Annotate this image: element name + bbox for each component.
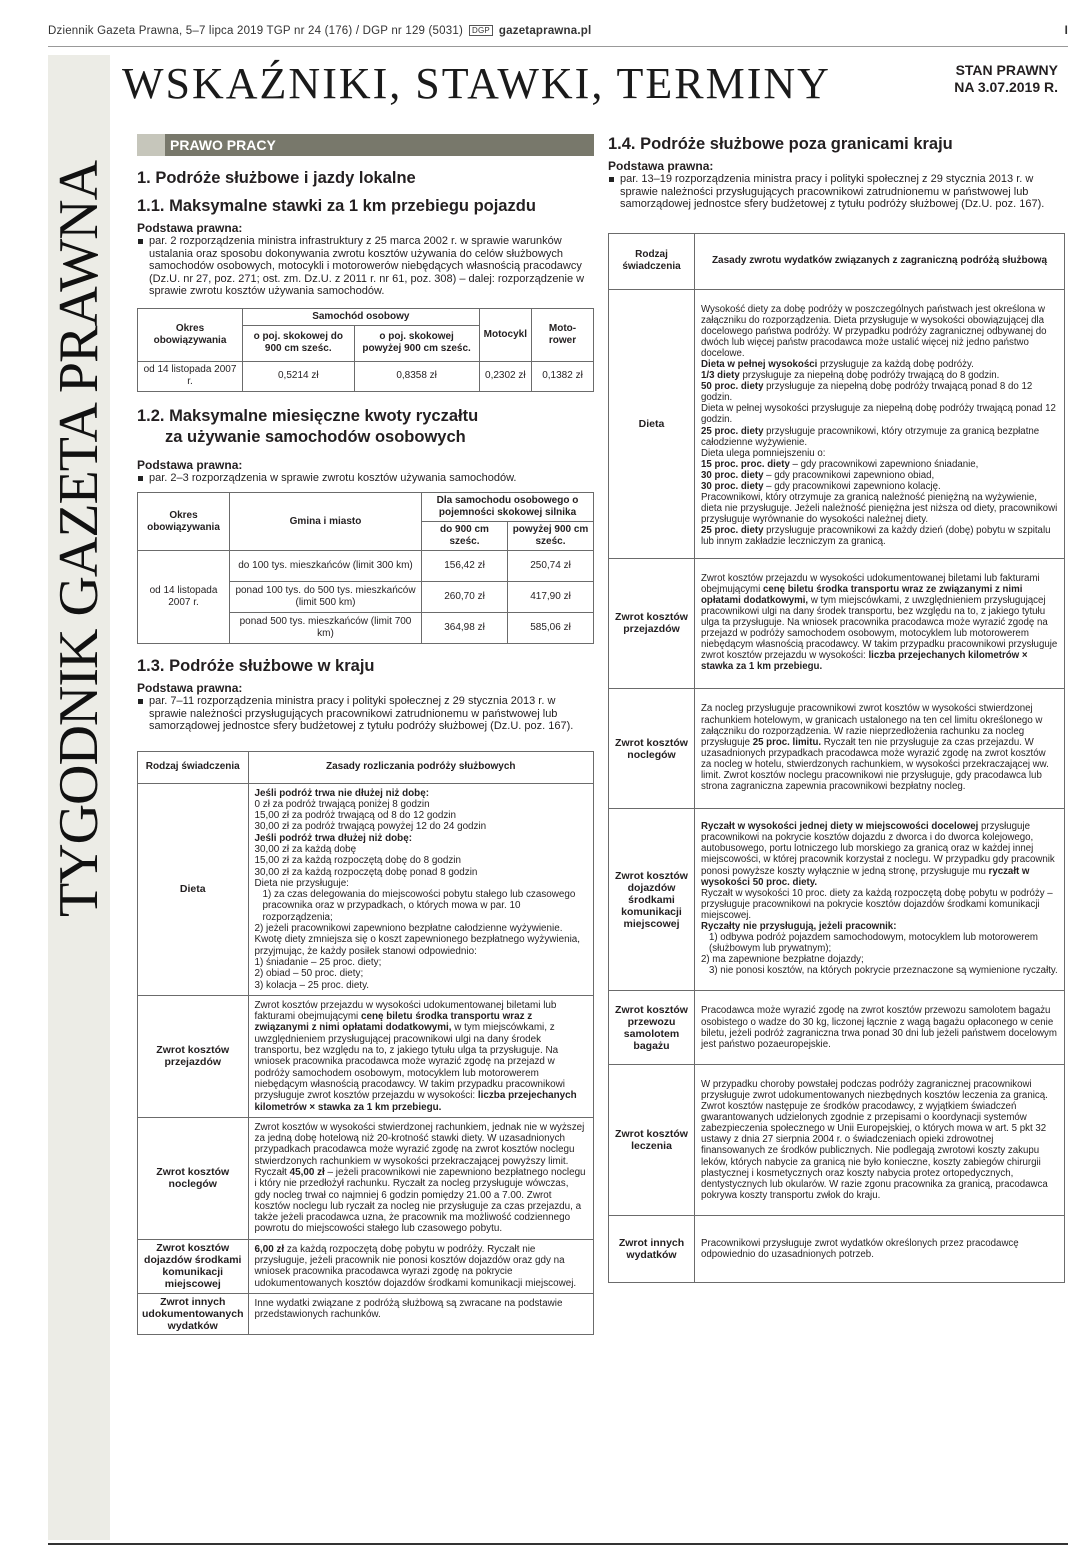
txt: przysługuje pracownikowi na pokrycie kosztów dojazdu z dworca i do dworca kolejowego, autobusowego, portu lotniczego lub morskiego za granicą oraz w każdej innej miejscowości, w której pracownik korzystał z noclegu. W przypadku gdy pracownik ponosi powyższe koszty wyłącznie w jedną stronę, przysługuje mu	[701, 821, 1055, 877]
dieta-line: 1) śniadanie – 25 proc. diety;	[254, 956, 382, 968]
legal-basis-label: Podstawa prawna:	[608, 159, 714, 173]
dieta-line: Kwotę diety zmniejsza się o koszt zapewnionego bezpłatnego wyżywienia, przyjmując, że każdy posiłek stanowi odpowiednio:	[254, 934, 581, 957]
txt-line	[701, 426, 1058, 448]
legal-basis-text: par. 13–19 rozporządzenia ministra pracy i polityki społecznej z 29 stycznia 2013 r. w sprawie należności przysługujących pracownikowi zatrudnionemu w państwowej lub samorządowej jednostce sfery budżetowej z tytułu podróży służbowej (Dz.U. poz. 167).	[608, 173, 1065, 211]
legal-basis-label: Podstawa prawna:	[137, 681, 243, 695]
cell-period: od 14 listopada 2007 r.	[138, 361, 243, 391]
txt: Zwrot kosztów przejazdu w wysokości udokumentowanej biletami lub fakturami obejmującymi	[254, 999, 557, 1023]
th-moped: Moto-rower	[532, 308, 594, 361]
txt: cenę biletu środka transportu wraz ze związanymi z nimi opłatami dodatkowymi,	[701, 583, 1023, 606]
dieta-line: 15,00 zł za każdą rozpoczętą dobę do 8 godzin	[254, 855, 461, 867]
row-label-przejazd: Zwrot kosztów przejazdów	[609, 558, 695, 689]
dojazd-rules	[248, 1239, 593, 1293]
row-label-bagaz: Zwrot kosztów przewozu samolotem bagażu	[609, 991, 695, 1064]
dieta-line: 1) za czas delegowania do miejscowości pobytu stałego lub czasowego pracownika oraz w przypadkach, o których mowa w par. 10 rozporządzenia;	[262, 889, 576, 923]
txt: przysługuje pracownikowi, który otrzymuje za granicą bezpłatne całodzienne wyżywienie.	[701, 425, 1040, 448]
lump-sum-table	[137, 492, 594, 644]
th-rules: Zasady zwrotu wydatków związanych z zagraniczną podróżą służbową	[695, 233, 1065, 289]
status-line-2: NA 3.07.2019 R.	[954, 79, 1058, 95]
legal-basis-label: Podstawa prawna:	[137, 221, 243, 235]
cell-moto: 0,2302 zł	[479, 361, 531, 391]
txt: przysługuje pracownikowi za każdy dzień (dobę) pobytu w szpitalu lub innym zakładzie leczniczym za granicą.	[701, 525, 1051, 548]
bottom-rule	[48, 1543, 1068, 1545]
heading-1-2-line1: 1.2. Maksymalne miesięczne kwoty ryczałtu	[137, 406, 479, 425]
txt: Ryczałt ten nie przysługuje za czas przejazdu. W uzasadnionych przypadkach pracodawca może wyrazić zgodę na zwrot kosztów za nocleg w hotelu, stwierdzonych rachunkiem, w wysokości przekraczającej ww. limit. Zwrot kosztów noclegu pracownikowi nie przysługuje, gdy pracodawca lub strona zagraniczna zapewnia pracownikowi bezpłatny nocleg.	[701, 736, 1049, 793]
nocleg-rules	[248, 1117, 593, 1239]
txt: Pracownikowi, który otrzymuje za granicą należność pieniężną na wyżywienie, dieta nie przysługuje. Jeżeli należność pieniężna jest niższa od diety, pracownikowi przysługuje wyrównanie do wysokości należnej diety.	[701, 492, 1058, 526]
txt: Zwrot kosztów w wysokości stwierdzonej rachunkiem, jednak nie w wyższej za jedną dobę hotelową niż 20-krotność stawki diety. W uzasadnionych przypadkach pracodawca może wyrazić zgodę na zwrot kosztów noclegu stwierdzonych rachunkiem w wysokości przekraczającej powyższy limit. Ryczałt	[254, 1121, 585, 1178]
heading-1-2	[137, 406, 594, 448]
th-small: do 900 cm sześc.	[422, 522, 508, 551]
leczenie-rules: W przypadku choroby powstałej podczas podróży zagranicznej pracownikowi przysługuje zwrot udokumentowanych niezbędnych kosztów leczenia za granicą. Zwrot kosztów następuje ze środków pracodawcy, z wyjątkiem świadczeń gwarantowanych udzielonych zgodnie z przepisami o koordynacji systemów zabezpieczenia społecznego w Unii Europejskiej, o których mowa w art. 5 pkt 32 ustawy z dnia 27 sierpnia 2004 r. o świadczeniach opieki zdrowotnej finansowanych ze środków publicznych. Nie podlegają zwrotowi koszty zakupu leków, których nabycie za granicą nie było konieczne, koszty zabiegów chirurgii plastycznej i kosmetycznych oraz koszty nabycia protez ortopedycznych, dentystycznych lub okularów. W razie zgonu pracownika za granicą, pracodawca pokrywa koszty transportu zwłok do kraju.	[695, 1064, 1065, 1215]
dieta-line: 30,00 zł za każdą rozpoczętą dobę ponad 8 godzin	[254, 866, 478, 878]
bagaz-rules: Pracodawca może wyrazić zgodę na zwrot kosztów przewozu samolotem bagażu osobistego o wadze do 30 kg, liczonej łącznie z wagą bagażu opłaconego w cenie biletu, jeżeli podróż zagraniczna trwa ponad 30 dni lub jeżeli państwem docelowym jest państwo pozaeuropejskie.	[695, 991, 1065, 1064]
txt: Zwrot kosztów przejazdu w wysokości udokumentowanej biletami lub fakturami obejmującymi	[701, 572, 1040, 595]
heading-1-1: 1.1. Maksymalne stawki za 1 km przebiegu pojazdu	[137, 197, 536, 215]
legal-basis-text: par. 2–3 rozporządzenia w sprawie zwrotu kosztów używania samochodów.	[137, 472, 594, 485]
nocleg-rules	[695, 689, 1065, 809]
heading-1-2-line2: za używanie samochodów osobowych	[165, 427, 466, 446]
dieta-line: 3) kolacja – 25 proc. diety.	[254, 979, 370, 991]
txt: – gdy pracownikowi zapewniono kolację.	[766, 481, 941, 492]
txt: 3) nie ponosi kosztów, na których pokrycie przeznaczone są wymienione ryczałty.	[709, 965, 1058, 977]
dgp-logo: DGP	[469, 25, 493, 36]
row-label-dojazd: Zwrot kosztów dojazdów środkami komunikacji miejscowej	[609, 809, 695, 991]
txt: w tym miejscówkami, z uwzględnieniem przysługującej pracownikowi ulgi na dany środek transportu, bez względu na to, z jakiego tytułu ulga ta przysługuje. Na wniosek pracownika pracodawca może wyrazić zgodę na przejazd w podróży samochodem osobowym, motocyklem lub motorowerem niebędącym własnością pracodawcy. W takim przypadku pracownikowi przysługuje zwrot kosztów przejazdu w wysokości:	[701, 594, 1058, 662]
txt: przysługuje za niepełną dobę podróży trwającą do 8 godzin.	[742, 370, 1000, 382]
txt: za każdą rozpoczętą dobę pobytu w podróży. Ryczałt nie przysługuje, jeżeli pracownik nie ponosi kosztów dojazdów oraz gdy na wniosek pracownika pracodawca wyrazi zgodę na pokrycie udokumentowanych kosztów dojazdów środkami komunikacji miejscowej.	[254, 1243, 577, 1289]
dojazd-rules	[695, 809, 1065, 991]
cell-small: 260,70 zł	[422, 582, 508, 613]
rates-per-km-table	[137, 308, 594, 392]
txt-line	[701, 481, 1058, 492]
th-big: powyżej 900 cm sześc.	[508, 522, 594, 551]
dieta-line: 0 zł za podróż trwającą poniżej 8 godzin	[254, 798, 430, 810]
dieta-line: Dieta nie przysługuje:	[254, 877, 349, 889]
masthead-text: Dziennik Gazeta Prawna, 5–7 lipca 2019 TGP nr 24 (176) / DGP nr 129 (5031)	[48, 25, 463, 37]
dieta-line: 30,00 zł za podróż trwającą powyżej 12 do 24 godzin	[254, 821, 487, 833]
sidebar-title: TYGODNIK GAZETA PRAWNA	[48, 160, 110, 918]
txt: 25 proc. diety	[701, 525, 764, 537]
dieta-rules	[695, 289, 1065, 558]
txt-line	[701, 525, 1058, 547]
th-small: o poj. skokowej do 900 cm sześc.	[243, 325, 355, 361]
row-label-dojazd: Zwrot kosztów dojazdów środkami komunikacji miejscowej	[138, 1239, 249, 1293]
cell-gmina: ponad 500 tys. mieszkańców (limit 700 km)	[230, 613, 422, 644]
dieta-line: Jeśli podróż trwa dłużej niż dobę:	[254, 832, 412, 844]
txt: – gdy pracownikowi zapewniono obiad,	[766, 469, 935, 481]
txt: Ryczałty nie przysługują, jeżeli pracownik:	[701, 921, 897, 932]
cell-big: 250,74 zł	[508, 551, 594, 582]
site-link[interactable]: gazetaprawna.pl	[498, 25, 592, 37]
txt: liczba przejechanych kilometrów × stawka za 1 km przebiegu.	[701, 650, 1028, 673]
txt-line	[701, 459, 1058, 470]
dieta-rules	[248, 783, 593, 995]
txt: – jeżeli pracownikowi nie zapewniono bezpłatnego noclegu i który nie przedłożył rachunku. Ryczałt za nocleg przysługuje wówczas, gdy nocleg trwał co najmniej 6 godzin pomiędzy 21.00 a 7.00. Zwrot kosztów noclegu lub ryczałt za nocleg nie przysługuje za czas przejazdu, a także jeżeli pracodawca uzna, że pracownik ma możliwość codziennego powrotu do miejscowości stałego lub czasowego pobytu.	[254, 1167, 586, 1235]
row-label-leczenie: Zwrot kosztów leczenia	[609, 1064, 695, 1215]
txt: Za nocleg przysługuje pracownikowi zwrot kosztów w wysokości stwierdzonej rachunkiem hotelowym, w granicach ustalonego na ten cel limitu określonego w załączniku do rozporządzenia. W razie nieprzedłożenia rachunku za nocleg przysługuje	[701, 703, 1043, 748]
txt: – gdy pracownikowi zapewniono śniadanie,	[792, 458, 979, 470]
inne-rules: Inne wydatki związane z podróżą służbową są zwracane na podstawie przedstawionych rachunków.	[248, 1293, 593, 1334]
cell-period: od 14 listopada 2007 r.	[138, 551, 230, 644]
inne-rules: Pracownikowi przysługuje zwrot wydatków określonych przez pracodawcę odpowiednio do uzasadnionych potrzeb.	[695, 1215, 1065, 1282]
przejazd-rules	[248, 995, 593, 1117]
th-rules: Zasady rozliczania podróży służbowych	[248, 751, 593, 783]
row-label-nocleg: Zwrot kosztów noclegów	[609, 689, 695, 809]
th-period: Okres obowiązywania	[138, 308, 243, 361]
txt: przysługuje za każdą dobę podróży.	[820, 358, 974, 370]
masthead-bar	[48, 25, 1068, 41]
txt: Wysokość diety za dobę podróży w poszczególnych państwach jest określona w załączniku do rozporządzenia. Dieta przysługuje w wysokości obowiązującej dla docelowego państwa podróży. W przypadku podróży zagranicznej odbywanej do dwóch lub więcej państw pracodawca może ustalić więcej niż jedno państwo docelowe.	[701, 303, 1047, 359]
th-car: Samochód osobowy	[243, 308, 480, 325]
txt: Dieta w pełnej wysokości przysługuje za niepełną dobę podróży trwającą ponad 12 godzin.	[701, 403, 1056, 426]
th-for-car: Dla samochodu osobowego o pojemności skokowej silnika	[422, 493, 594, 522]
row-label-inne: Zwrot innych udokumentowanych wydatków	[138, 1293, 249, 1334]
txt: 6,00 zł	[254, 1243, 285, 1255]
txt: 50 proc. diety	[701, 381, 764, 393]
txt: Dieta ulega pomniejszeniu o:	[701, 447, 826, 459]
th-kind: Rodzaj świadczenia	[609, 233, 695, 289]
th-moto: Motocykl	[479, 308, 531, 361]
przejazd-rules	[695, 558, 1065, 689]
cell-gmina: ponad 100 tys. do 500 tys. mieszkańców (limit 500 km)	[230, 582, 422, 613]
dieta-line: 2) jeżeli pracownikowi zapewniono bezpłatne całodzienne wyżywienie.	[254, 923, 563, 935]
txt: 2) ma zapewnione bezpłatne dojazdy;	[701, 954, 864, 966]
txt: przysługuje za niepełną dobę podróży trwającą ponad 8 do 12 godzin.	[701, 381, 1033, 404]
cell-big: 0,8358 zł	[354, 361, 479, 391]
foreign-travel-table	[608, 233, 1065, 1284]
dieta-line: 30,00 zł za każdą dobę	[254, 843, 357, 855]
top-rule	[48, 46, 1068, 47]
cell-big: 417,90 zł	[508, 582, 594, 613]
txt: 1/3 diety	[701, 370, 740, 382]
txt: 30 proc. diety	[701, 469, 764, 481]
dieta-line: 15,00 zł za podróż trwającą od 8 do 12 godzin	[254, 810, 456, 822]
txt: 25 proc. limitu.	[752, 736, 822, 748]
legal-basis-label: Podstawa prawna:	[137, 457, 243, 472]
cell-small: 0,5214 zł	[243, 361, 355, 391]
txt: cenę biletu środka transportu wraz z związanymi z nimi opłatami dodatkowymi,	[254, 1011, 533, 1034]
txt: Ryczałt w wysokości 10 proc. diety za każdą rozpoczętą dobę pobytu w podróży – przysługuje pracownikowi na pokrycie kosztów dojazdów środkami komunikacji miejscowej.	[701, 887, 1053, 921]
txt: 25 proc. diety	[701, 425, 764, 437]
th-period: Okres obowiązywania	[138, 493, 230, 551]
page-number: I	[1064, 25, 1068, 37]
dieta-line: Jeśli podróż trwa nie dłużej niż dobę:	[254, 787, 429, 799]
dieta-line: 2) obiad – 50 proc. diety;	[254, 968, 364, 980]
txt: ryczałt w wysokości 50 proc. diety.	[701, 865, 1030, 888]
txt: 15 proc. proc. diety	[701, 458, 790, 470]
section-label: PRAWO PRACY	[170, 137, 276, 153]
th-big: o poj. skokowej powyżej 900 cm sześc.	[354, 325, 479, 361]
txt-line	[701, 359, 1058, 370]
th-kind: Rodzaj świadczenia	[138, 751, 249, 783]
txt: 1) odbywa podróż pojazdem samochodowym, motocyklem lub motorowerem (służbowym lub prywatnym);	[709, 932, 1038, 955]
heading-1-4: 1.4. Podróże służbowe poza granicami kraju	[608, 135, 953, 153]
row-label-przejazd: Zwrot kosztów przejazdów	[138, 995, 249, 1117]
cell-moped: 0,1382 zł	[532, 361, 594, 391]
txt-line	[701, 470, 1058, 481]
legal-status	[954, 62, 1058, 96]
page-title: WSKAŹNIKI, STAWKI, TERMINY	[122, 59, 831, 108]
status-line-1: STAN PRAWNY	[955, 62, 1058, 78]
txt: Ryczałt w wysokości jednej diety w miejscowości docelowej	[701, 821, 979, 833]
txt: w tym miejscówkami, z uwzględnieniem przysługującej pracownikowi ulgi na dany środek transportu, bez względu na to, z jakiego tytułu ulga ta przysługuje. Na wniosek pracownika pracodawca może wyrazić zgodę na przejazd w podróży samochodem osobowym, motocyklem lub motorowerem niebędącym własnością pracodawcy. W takim przypadku pracownikowi przysługuje zwrot kosztów przejazdu w wysokości:	[254, 1022, 565, 1102]
txt: Dieta w pełnej wysokości	[701, 358, 818, 370]
txt-line	[701, 370, 1058, 381]
txt: 45,00 zł	[289, 1167, 325, 1178]
legal-basis-text: par. 2 rozporządzenia ministra infrastruktury z 25 marca 2002 r. w sprawie warunków ustalania oraz sposobu dokonywania zwrotu kosztów używania do celów służbowych samochodów osobowych, motocykli i motorowerów niebędących własnością pracodawcy (Dz.U. nr 27, poz. 271; ost. zm. Dz.U. z 2011 r. nr 61, poz. 308) – dalej: rozporządzenie w sprawie zwrotu kosztów używania samochodów.	[137, 235, 594, 298]
th-gmina: Gmina i miasto	[230, 493, 422, 551]
left-column	[137, 134, 594, 1345]
txt: liczba przejechanych kilometrów × stawka za 1 km przebiegu.	[254, 1090, 577, 1113]
legal-basis-text: par. 7–11 rozporządzenia ministra pracy i polityki społecznej z 29 stycznia 2013 r. w sprawie należności przysługujących pracownikowi zatrudnionemu w państwowej lub samorządowej jednostce sfery budżetowej z tytułu podróży służbowej (Dz.U. poz. 167).	[137, 695, 594, 733]
heading-1: 1. Podróże służbowe i jazdy lokalne	[137, 169, 416, 187]
txt-line	[701, 381, 1058, 403]
cell-big: 585,06 zł	[508, 613, 594, 644]
row-label-dieta: Dieta	[609, 289, 695, 558]
cell-small: 156,42 zł	[422, 551, 508, 582]
row-label-dieta: Dieta	[138, 783, 249, 995]
heading-1-3: 1.3. Podróże służbowe w kraju	[137, 657, 375, 675]
cell-gmina: do 100 tys. mieszkańców (limit 300 km)	[230, 551, 422, 582]
domestic-travel-table	[137, 751, 594, 1335]
row-label-nocleg: Zwrot kosztów noclegów	[138, 1117, 249, 1239]
section-header	[137, 134, 594, 156]
right-column	[608, 134, 1065, 1293]
cell-small: 364,98 zł	[422, 613, 508, 644]
row-label-inne: Zwrot innych wydatków	[609, 1215, 695, 1282]
txt: 30 proc. diety	[701, 481, 764, 492]
